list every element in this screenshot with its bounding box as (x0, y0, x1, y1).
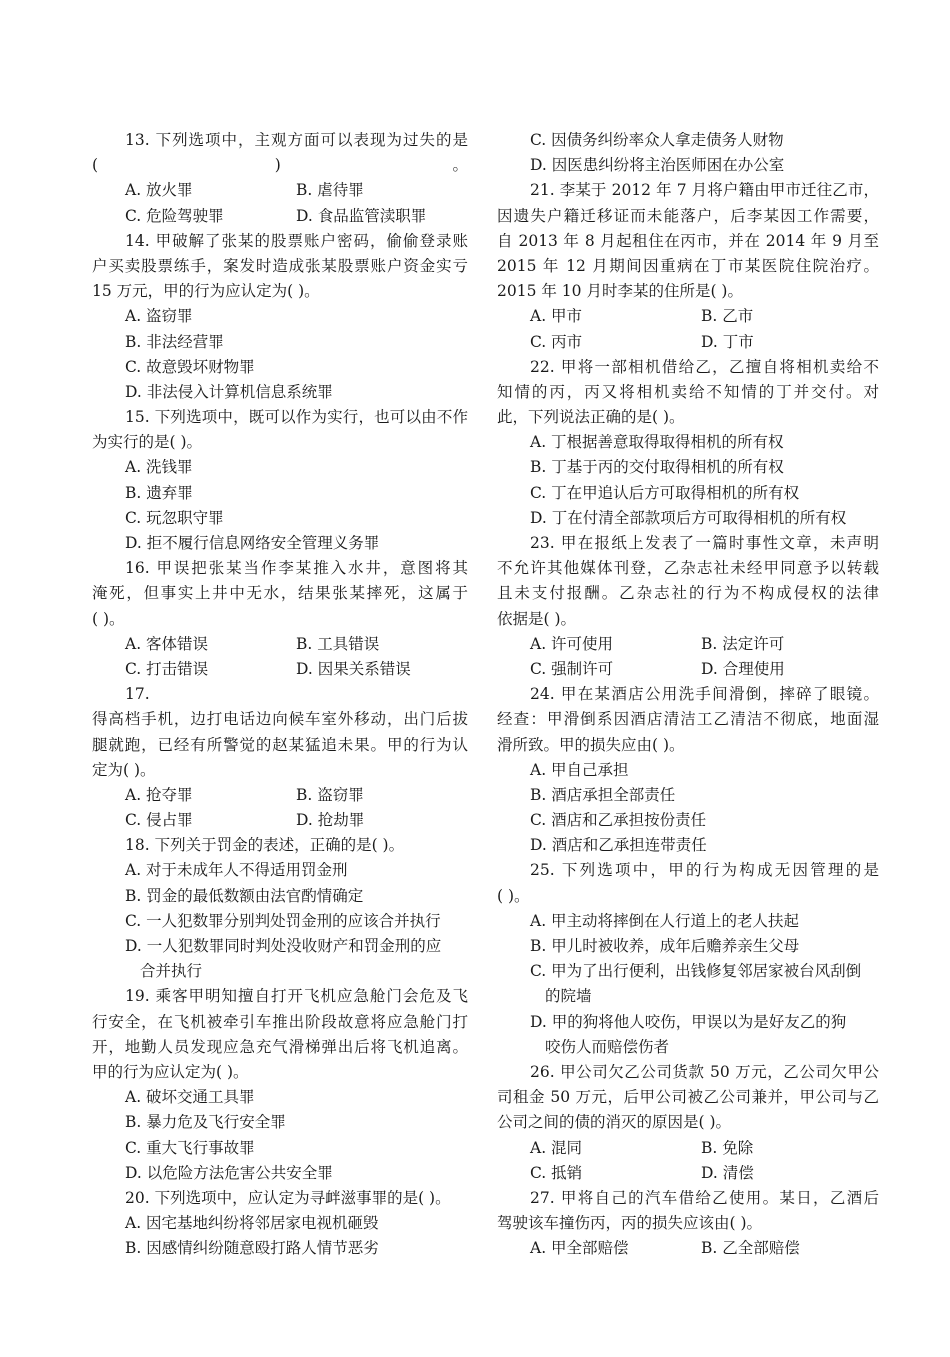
option-text: D. 合理使用 (701, 659, 785, 678)
question-text-line: 定为( )。 (92, 760, 156, 779)
question-stem-line: 24. 甲在某酒店公用洗手间滑倒，摔碎了眼镜。 (530, 685, 879, 704)
question-text-line: 驾驶该车撞伤丙，丙的损失应该由( )。 (497, 1214, 763, 1233)
option-text: D. 抢劫罪 (296, 811, 365, 830)
option-text: A. 甲全部赔偿 (530, 1239, 629, 1258)
option-pair (497, 1236, 879, 1261)
option-text: A. 客体错误 (125, 634, 209, 653)
option-line: D. 丁在付清全部款项后方可取得相机的所有权 (530, 508, 847, 527)
option-continuation: 合并执行 (140, 962, 203, 981)
option-line: D. 以危险方法危害公共安全罪 (125, 1163, 333, 1182)
question-stem-line: 26. 甲公司欠乙公司货款 50 万元，乙公司欠甲公 (530, 1062, 879, 1081)
option-continuation: 咬伤人而赔偿伤者 (545, 1037, 670, 1056)
option-line: D. 因医患纠纷将主治医师困在办公室 (530, 156, 785, 175)
option-line: D. 一人犯数罪同时判处没收财产和罚金刑的应 (125, 937, 442, 955)
option-text: B. 乙市 (701, 307, 754, 326)
question-stem-line: 14. 甲破解了张某的股票账户密码，偷偷登录账 (125, 231, 468, 250)
option-line: C. 丁在甲追认后方可取得相机的所有权 (530, 483, 800, 502)
option-text: D. 丁市 (701, 332, 754, 351)
question-stem-line: 25. 下列选项中，甲的行为构成无因管理的是 (530, 861, 879, 880)
question-text-line: 开，地勤人员发现应急充气滑梯弹出后将飞机追离。 (92, 1037, 468, 1056)
option-pair (92, 783, 468, 808)
option-line: C. 酒店和乙承担按份责任 (530, 811, 707, 830)
question-text-line: 公司之间的债的消灭的原因是( )。 (497, 1113, 732, 1132)
option-line: A. 洗钱罪 (125, 458, 193, 477)
option-pair (497, 304, 879, 329)
option-line: 17. (125, 685, 150, 704)
option-pair (497, 330, 879, 355)
option-text: D. 清偿 (701, 1163, 754, 1182)
option-pair (92, 178, 468, 203)
question-text-line: 此，下列说法正确的是( )。 (497, 408, 685, 427)
question-text-line: 知情的丙，丙又将相机卖给不知情的丁并交付。对 (497, 382, 879, 401)
option-line: B. 丁基于丙的交付取得相机的所有权 (530, 458, 784, 477)
option-line: A. 破坏交通工具罪 (125, 1088, 255, 1107)
question-text-line: ( )。 (92, 156, 468, 175)
option-line: A. 甲自己承担 (530, 760, 629, 779)
option-line: A. 甲主动将摔倒在人行道上的老人扶起 (530, 911, 800, 930)
option-text: A. 甲市 (530, 307, 583, 326)
question-text-line: 2015 年 12 月期间因重病在丁市某医院住院治疗。 (497, 256, 879, 275)
option-text: C. 丙市 (530, 332, 583, 351)
option-text: C. 强制许可 (530, 659, 614, 678)
question-text-line: 依据是( )。 (497, 609, 577, 628)
right-column (497, 128, 879, 1261)
question-stem-line: 27. 甲将自己的汽车借给乙使用。某日，乙酒后 (530, 1188, 879, 1207)
option-pair (92, 632, 468, 657)
question-text-line: 司租金 50 万元，后甲公司被乙公司兼并，甲公司与乙 (497, 1088, 879, 1107)
option-text: C. 抵销 (530, 1163, 583, 1182)
option-line: C. 因债务纠纷率众人拿走债务人财物 (530, 131, 784, 149)
option-text: A. 混同 (530, 1138, 583, 1157)
question-stem-line: 22. 甲将一部相机借给乙，乙擅自将相机卖给不 (530, 357, 879, 376)
option-pair (92, 808, 468, 833)
question-text-line: 且未支付报酬。乙杂志社的行为不构成侵权的法律 (497, 584, 879, 603)
question-stem-line: 13. 下列选项中，主观方面可以表现为过失的是 (125, 131, 468, 149)
option-pair (92, 204, 468, 229)
option-line: B. 非法经营罪 (125, 332, 224, 351)
option-line: D. 酒店和乙承担连带责任 (530, 836, 707, 855)
option-continuation: 的院墙 (545, 987, 592, 1006)
question-text-line: 2015 年 10 月时李某的住所是( )。 (497, 282, 743, 301)
option-text: A. 放火罪 (125, 181, 193, 200)
option-text: B. 法定许可 (701, 634, 785, 653)
question-text-line: 腿就跑，已经有所警觉的赵某猛追未果。甲的行为认 (92, 735, 468, 754)
option-text: C. 打击错误 (125, 659, 209, 678)
option-line: B. 遗弃罪 (125, 483, 193, 502)
option-line: D. 甲的狗将他人咬伤，甲误以为是好友乙的狗 (530, 1012, 847, 1031)
option-line: B. 酒店承担全部责任 (530, 785, 676, 804)
question-stem-line: 21. 李某于 2012 年 7 月将户籍由甲市迁往乙市， (530, 181, 879, 200)
option-text: B. 盗窃罪 (296, 785, 364, 804)
question-text-line: 滑所致。甲的损失应由( )。 (497, 735, 685, 754)
left-column (92, 128, 468, 1261)
option-line: B. 甲儿时被收养，成年后赡养亲生父母 (530, 937, 800, 955)
option-line: C. 一人犯数罪分别判处罚金刑的应该合并执行 (125, 911, 441, 930)
option-text: A. 抢夺罪 (125, 785, 193, 804)
option-line: 20. 下列选项中，应认定为寻衅滋事罪的是( )。 (125, 1188, 451, 1207)
option-text: D. 食品监管渎职罪 (296, 206, 427, 225)
option-text: D. 因果关系错误 (296, 659, 411, 678)
question-text-line: 经查：甲滑倒系因酒店清洁工乙清洁不彻底，地面湿 (497, 710, 879, 729)
question-text-line: 不允许其他媒体刊登，乙杂志社未经甲同意予以转载 (497, 559, 879, 578)
option-line: D. 拒不履行信息网络安全管理义务罪 (125, 534, 380, 552)
question-text-line: ( )。 (497, 886, 530, 905)
option-pair (497, 1161, 879, 1186)
option-text: A. 许可使用 (530, 634, 614, 653)
option-line: D. 非法侵入计算机信息系统罪 (125, 382, 333, 401)
question-stem-line: 19. 乘客甲明知擅自打开飞机应急舱门会危及飞 (125, 987, 468, 1006)
option-pair (497, 632, 879, 657)
option-pair (92, 657, 468, 682)
question-stem-line: 23. 甲在报纸上发表了一篇时事性文章，未声明 (530, 534, 879, 552)
question-text-line: 户买卖股票练手，案发时造成张某股票账户资金实亏 (92, 256, 468, 275)
question-text-line: 行安全，在飞机被牵引车推出阶段故意将应急舱门打 (92, 1012, 468, 1031)
option-text: C. 侵占罪 (125, 811, 193, 830)
option-line: C. 故意毁坏财物罪 (125, 357, 255, 376)
question-stem-line: 15. 下列选项中，既可以作为实行，也可以由不作 (125, 408, 468, 427)
question-text-line: 淹死，但事实上井中无水，结果张某摔死，这属于 (92, 584, 468, 603)
option-line: C. 重大飞行事故罪 (125, 1138, 255, 1157)
option-line: B. 罚金的最低数额由法官酌情确定 (125, 886, 364, 905)
option-line: A. 丁根据善意取得取得相机的所有权 (530, 433, 784, 452)
option-text: C. 危险驾驶罪 (125, 206, 224, 225)
option-line: A. 盗窃罪 (125, 307, 193, 326)
question-text-line: 15 万元，甲的行为应认定为( )。 (92, 282, 320, 301)
option-pair (497, 657, 879, 682)
option-line: B. 因感情纠纷随意殴打路人情节恶劣 (125, 1239, 379, 1258)
question-text-line: 因遗失户籍迁移证而未能落户，后李某因工作需要， (497, 206, 879, 225)
option-line: C. 甲为了出行便利，出钱修复邻居家被台风刮倒 (530, 962, 862, 981)
question-stem-line: 16. 甲误把张某当作李某推入水井，意图将其 (125, 559, 468, 578)
question-text-line: 甲的行为应认定为( )。 (92, 1062, 249, 1081)
option-line: C. 玩忽职守罪 (125, 508, 224, 527)
option-line: 18. 下列关于罚金的表述，正确的是( )。 (125, 836, 405, 855)
question-text-line: 自 2013 年 8 月起租住在丙市，并在 2014 年 9 月至 (497, 231, 879, 250)
option-line: A. 因宅基地纠纷将邻居家电视机砸毁 (125, 1214, 379, 1233)
option-text: B. 免除 (701, 1138, 754, 1157)
option-text: B. 工具错误 (296, 634, 380, 653)
question-text-line: 得高档手机，边打电话边向候车室外移动，出门后拔 (92, 710, 468, 729)
question-text-line: 为实行的是( )。 (92, 433, 203, 452)
option-line: A. 对于未成年人不得适用罚金刑 (125, 861, 348, 880)
question-text-line: ( )。 (92, 609, 125, 628)
option-line: B. 暴力危及飞行安全罪 (125, 1113, 286, 1132)
option-text: B. 虐待罪 (296, 181, 364, 200)
option-text: B. 乙全部赔偿 (701, 1239, 800, 1258)
option-pair (497, 1136, 879, 1161)
